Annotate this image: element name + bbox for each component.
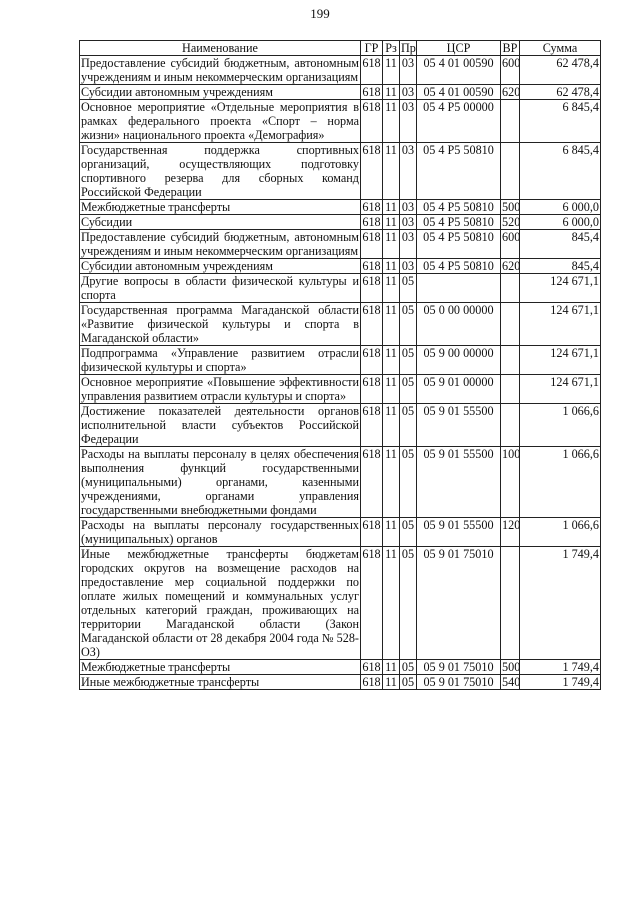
table-row — [80, 404, 601, 447]
row-sum-cell: 1 749,4 — [520, 547, 601, 660]
row-vr-cell — [501, 303, 520, 346]
row-vr-cell: 120 — [501, 518, 520, 547]
row-csr-cell: 05 9 01 75010 — [417, 547, 501, 660]
table-row — [80, 85, 601, 100]
row-vr-cell — [501, 404, 520, 447]
row-csr-cell: 05 4 P5 50810 — [417, 230, 501, 259]
row-vr-cell: 500 — [502, 660, 521, 674]
table-row — [80, 215, 601, 230]
row-pr-cell: 03 — [400, 259, 417, 274]
row-csr-cell: 05 0 00 00000 — [417, 303, 501, 346]
row-csr-cell: 05 4 P5 50810 — [417, 200, 501, 215]
row-pr-cell: 05 — [400, 303, 417, 346]
table-row — [80, 143, 601, 200]
row-pr-cell: 03 — [400, 143, 417, 200]
row-rz-cell: 11 — [383, 518, 400, 547]
table-body — [80, 56, 601, 690]
row-pr-cell: 05 — [400, 518, 417, 547]
row-rz-cell: 11 — [383, 143, 400, 200]
row-csr-cell — [417, 274, 501, 303]
header-csr: ЦСР — [417, 41, 501, 56]
row-rz-cell: 11 — [383, 660, 400, 675]
row-gr-cell: 618 — [361, 303, 383, 346]
row-vr-cell — [501, 100, 520, 143]
table-row — [80, 675, 601, 690]
row-sum-cell: 1 066,6 — [520, 447, 601, 518]
row-pr-cell: 05 — [400, 675, 417, 690]
table-row — [80, 303, 601, 346]
row-rz-cell: 11 — [383, 259, 400, 274]
row-gr-cell: 618 — [361, 143, 383, 200]
row-gr-cell: 618 — [361, 547, 383, 660]
table-row — [80, 447, 601, 518]
row-sum-cell: 124 671,1 — [520, 346, 601, 375]
row-gr-cell: 618 — [361, 447, 383, 518]
row-csr-cell: 05 4 01 00590 — [417, 85, 501, 100]
row-vr-cell: 520 — [502, 215, 521, 229]
row-sum-cell: 6 845,4 — [520, 100, 601, 143]
table-row — [80, 200, 601, 215]
row-rz-cell: 11 — [383, 675, 400, 690]
row-sum-cell: 1 749,4 — [520, 660, 601, 675]
row-gr-cell: 618 — [361, 518, 383, 547]
row-pr-cell: 03 — [400, 100, 417, 143]
table-row — [80, 259, 601, 274]
row-csr-cell: 05 9 00 00000 — [417, 346, 501, 375]
row-name-cell: Расходы на выплаты персоналу государственных (муниципальных) органов — [81, 518, 359, 546]
row-sum-cell: 845,4 — [520, 259, 601, 274]
row-name-cell: Иные межбюджетные трансферты бюджетам городских округов на возмещение расходов на предоставление мер социальной поддержки по оплате жилых помещений и коммунальных услуг отдельных категорий граждан, проживающих на территории Магаданской области (Закон Магаданской области от 28 декабря 2004 года № 528-ОЗ) — [81, 547, 359, 659]
row-gr-cell: 618 — [362, 200, 381, 214]
row-sum-cell: 124 671,1 — [520, 375, 601, 404]
row-pr-cell: 05 — [400, 660, 417, 675]
row-gr-cell: 618 — [361, 100, 383, 143]
row-sum-cell: 6 000,0 — [520, 200, 601, 215]
row-pr-cell: 05 — [400, 547, 417, 660]
row-csr-cell: 05 9 01 75010 — [417, 675, 501, 690]
row-pr-cell: 05 — [400, 274, 417, 303]
table-row — [80, 56, 601, 85]
row-vr-cell: 600 — [501, 56, 520, 85]
row-name-cell: Предоставление субсидий бюджетным, автономным учреждениям и иным некоммерческим организациям — [81, 56, 359, 84]
row-csr-cell: 05 9 01 55500 — [417, 404, 501, 447]
table-header-row — [80, 41, 601, 56]
row-gr-cell: 618 — [362, 675, 381, 689]
table-row — [80, 274, 601, 303]
row-name-cell: Расходы на выплаты персоналу в целях обеспечения выполнения функций государственными (муниципальными) органами, казенными учреждениями, органами управления государственными внебюджетными фондами — [81, 447, 359, 517]
row-rz-cell: 11 — [383, 56, 400, 85]
row-sum-cell: 62 478,4 — [520, 85, 601, 100]
row-sum-cell: 1 066,6 — [520, 404, 601, 447]
row-rz-cell: 11 — [383, 346, 400, 375]
row-sum-cell: 124 671,1 — [520, 274, 601, 303]
row-pr-cell: 05 — [400, 447, 417, 518]
row-sum-cell: 1 749,4 — [520, 675, 601, 690]
row-gr-cell: 618 — [361, 346, 383, 375]
row-sum-cell: 6 845,4 — [520, 143, 601, 200]
row-pr-cell: 03 — [400, 85, 417, 100]
row-csr-cell: 05 9 01 55500 — [417, 447, 501, 518]
table-row — [80, 375, 601, 404]
row-rz-cell: 11 — [383, 85, 400, 100]
row-gr-cell: 618 — [362, 85, 381, 99]
row-sum-cell: 845,4 — [520, 230, 601, 259]
row-name-cell: Основное мероприятие «Отдельные мероприятия в рамках федерального проекта «Спорт – норма жизни» национального проекта «Демография» — [81, 100, 359, 142]
row-csr-cell: 05 4 P5 50810 — [417, 215, 501, 230]
row-pr-cell: 05 — [400, 404, 417, 447]
row-vr-cell — [501, 346, 520, 375]
row-pr-cell: 03 — [400, 230, 417, 259]
row-pr-cell: 03 — [400, 56, 417, 85]
row-rz-cell: 11 — [383, 274, 400, 303]
row-gr-cell: 618 — [361, 56, 383, 85]
row-rz-cell: 11 — [383, 375, 400, 404]
row-pr-cell: 05 — [400, 346, 417, 375]
row-vr-cell: 620 — [502, 85, 521, 99]
row-csr-cell: 05 4 P5 50810 — [417, 143, 501, 200]
row-vr-cell: 600 — [501, 230, 520, 259]
table-row — [80, 100, 601, 143]
row-rz-cell: 11 — [383, 215, 400, 230]
header-vr: ВР — [501, 41, 520, 56]
row-vr-cell — [501, 375, 520, 404]
row-vr-cell: 540 — [502, 675, 521, 689]
row-csr-cell: 05 9 01 00000 — [417, 375, 501, 404]
table-row — [80, 660, 601, 675]
row-gr-cell: 618 — [362, 215, 381, 229]
row-name-cell: Подпрограмма «Управление развитием отрасли физической культуры и спорта» — [81, 346, 359, 374]
row-rz-cell: 11 — [383, 447, 400, 518]
page-number: 199 — [310, 6, 330, 21]
row-rz-cell: 11 — [383, 200, 400, 215]
row-rz-cell: 11 — [383, 100, 400, 143]
row-csr-cell: 05 9 01 55500 — [417, 518, 501, 547]
row-vr-cell — [501, 274, 520, 303]
header-sum: Сумма — [520, 41, 601, 56]
row-pr-cell: 03 — [400, 215, 417, 230]
row-vr-cell: 100 — [501, 447, 520, 518]
row-name-cell: Межбюджетные трансферты — [80, 200, 361, 215]
row-rz-cell: 11 — [383, 404, 400, 447]
row-vr-cell — [501, 547, 520, 660]
row-name-cell: Другие вопросы в области физической культуры и спорта — [81, 274, 359, 302]
row-csr-cell: 05 4 01 00590 — [417, 56, 501, 85]
row-sum-cell: 62 478,4 — [520, 56, 601, 85]
row-name-cell: Иные межбюджетные трансферты — [80, 675, 361, 690]
row-name-cell: Субсидии автономным учреждениям — [80, 259, 361, 274]
table-row — [80, 346, 601, 375]
row-name-cell: Межбюджетные трансферты — [80, 660, 361, 675]
row-sum-cell: 124 671,1 — [520, 303, 601, 346]
row-vr-cell: 500 — [502, 200, 521, 214]
header-gr: ГР — [361, 41, 383, 56]
row-gr-cell: 618 — [361, 404, 383, 447]
table-row — [80, 518, 601, 547]
row-name-cell: Основное мероприятие «Повышение эффективности управления развитием отрасли культуры и спорта» — [81, 375, 359, 403]
row-rz-cell: 11 — [383, 230, 400, 259]
row-sum-cell: 6 000,0 — [520, 215, 601, 230]
row-csr-cell: 05 4 P5 50810 — [417, 259, 501, 274]
row-rz-cell: 11 — [383, 303, 400, 346]
row-name-cell: Государственная программа Магаданской области «Развитие физической культуры и спорта в Магаданской области» — [81, 303, 359, 345]
header-rz: Рз — [383, 41, 400, 56]
row-gr-cell: 618 — [361, 230, 383, 259]
row-vr-cell: 620 — [502, 259, 521, 273]
row-pr-cell: 03 — [400, 200, 417, 215]
row-vr-cell — [501, 143, 520, 200]
row-csr-cell: 05 9 01 75010 — [417, 660, 501, 675]
row-sum-cell: 1 066,6 — [520, 518, 601, 547]
header-name: Наименование — [80, 41, 361, 56]
row-name-cell: Предоставление субсидий бюджетным, автономным учреждениям и иным некоммерческим организациям — [81, 230, 359, 258]
table-row — [80, 547, 601, 660]
row-rz-cell: 11 — [383, 547, 400, 660]
row-gr-cell: 618 — [361, 274, 383, 303]
row-name-cell: Субсидии — [80, 215, 361, 230]
row-pr-cell: 05 — [400, 375, 417, 404]
row-name-cell: Достижение показателей деятельности органов исполнительной власти субъектов Российской Федерации — [81, 404, 359, 446]
row-name-cell: Субсидии автономным учреждениям — [80, 85, 361, 100]
header-pr: Пр — [401, 41, 416, 55]
row-name-cell: Государственная поддержка спортивных организаций, осуществляющих подготовку спортивного резерва для сборных команд Российской Федерации — [81, 143, 359, 199]
budget-table — [79, 40, 601, 690]
row-csr-cell: 05 4 P5 00000 — [417, 100, 501, 143]
table-row — [80, 230, 601, 259]
row-gr-cell: 618 — [362, 259, 381, 273]
row-gr-cell: 618 — [361, 375, 383, 404]
row-gr-cell: 618 — [362, 660, 381, 674]
